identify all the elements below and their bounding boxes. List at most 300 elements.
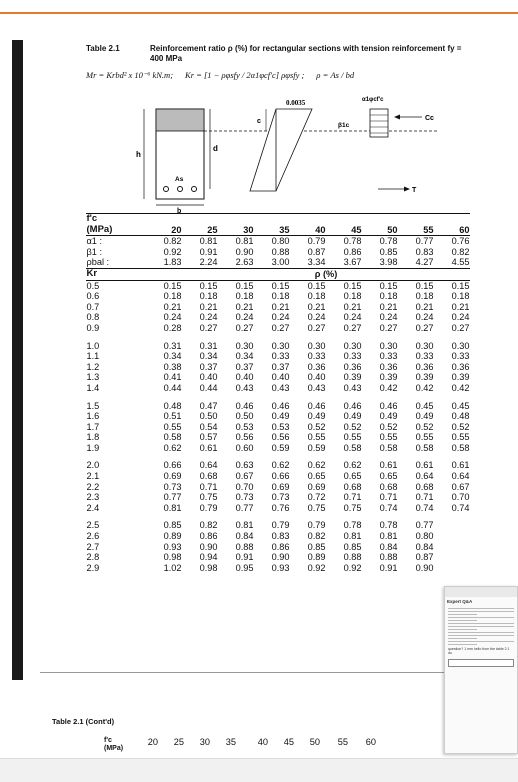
rho-cell: 0.24 [415,312,434,323]
rho-cell: 0.62 [307,460,326,471]
continued-col: 40 [257,737,268,747]
kr-cell: 1.9 [86,442,100,453]
continued-col: 30 [199,737,210,747]
rho-cell: 0.46 [307,400,326,411]
rho-cell: 0.77 [415,520,434,531]
table-caption: Reinforcement ratio ρ (%) for rectangular sections with tension reinforcement fy = 400 MPa [150,44,462,63]
rho-cell: 0.36 [415,361,434,372]
rho-cell: 0.15 [379,280,398,291]
rho-cell: 0.88 [235,541,254,552]
beta-row [86,247,470,258]
rho-cell: 0.81 [163,502,182,513]
table-row [86,432,470,443]
continued-col: 50 [309,737,320,747]
rho-cell [434,520,470,531]
rho-cell: 0.21 [199,301,218,312]
rho-cell: 0.30 [343,340,362,351]
table-row [86,341,470,352]
table-row [86,302,470,313]
rho-cell: 0.18 [451,291,470,302]
alpha-cell: 0.80 [254,236,290,247]
rho-cell: 0.47 [199,400,218,411]
col-header: 40 [315,224,326,235]
kr-cell: 0.5 [86,280,100,291]
rho-cell: 0.79 [271,520,290,531]
rho-cell: 0.88 [379,552,398,563]
rho-cell: 0.24 [271,312,290,323]
beta-cell: 0.86 [343,246,362,257]
rho-cell: 0.81 [235,520,254,531]
rhobal-label: ρbal : [86,257,110,268]
rho-cell: 0.37 [199,361,218,372]
label-c: c [257,118,261,125]
rho-cell: 0.68 [415,481,434,492]
rho-cell: 0.58 [163,432,182,443]
kr-cell: 2.7 [86,541,100,552]
kr-cell: 2.3 [86,492,100,503]
rho-cell: 0.39 [451,372,470,383]
rhobal-cell: 1.83 [163,257,182,268]
rho-cell: 0.39 [415,372,434,383]
continued-title: Table 2.1 (Cont'd) [52,717,115,726]
beta-cell: 0.85 [379,246,398,257]
rhobal-cell: 2.24 [199,257,218,268]
thumbnail-text-line [448,608,514,609]
rho-cell: 0.86 [271,541,290,552]
rho-cell: 0.28 [163,322,182,333]
thumbnail-text-line [448,623,514,624]
rho-cell [434,531,470,542]
rho-cell: 0.55 [415,432,434,443]
rho-cell: 0.48 [451,411,470,422]
beta-cell: 0.83 [415,246,434,257]
rho-cell: 0.55 [343,432,362,443]
rho-cell: 0.33 [271,351,290,362]
continued-fc [104,737,130,753]
rho-cell: 0.78 [379,520,398,531]
col-header: 25 [207,224,218,235]
rho-cell: 0.75 [307,502,326,513]
rho-cell: 0.56 [271,432,290,443]
group-gap [86,334,470,341]
table-header-row-fc [86,214,470,225]
table-row [86,460,470,471]
kr-cell: 2.2 [86,481,100,492]
rho-cell: 0.68 [343,481,362,492]
rho-cell: 0.24 [379,312,398,323]
thumbnail-title: Expert Q&A [447,599,473,604]
rho-cell: 0.27 [451,322,470,333]
rho-cell: 0.80 [415,531,434,542]
rho-cell: 0.49 [271,411,290,422]
rhobal-cell: 3.34 [307,257,326,268]
rho-label: ρ (%) [290,268,362,280]
kr-cell: 2.6 [86,531,100,542]
rho-cell: 0.65 [379,471,398,482]
rho-cell: 0.84 [379,541,398,552]
rho-cell: 0.56 [235,432,254,443]
rho-cell: 0.45 [451,400,470,411]
fc-header: f'c [86,214,146,225]
rho-cell: 0.50 [235,411,254,422]
rho-cell: 0.52 [451,421,470,432]
continued-col: 45 [283,737,294,747]
continued-col: 25 [173,737,184,747]
kr-cell: 1.7 [86,421,100,432]
rho-cell: 0.39 [343,372,362,383]
rho-cell: 0.65 [343,471,362,482]
col-header: 50 [387,224,398,235]
formula-kr: Kr = [1 − ρφsfy / 2α1φcf'c] ρφsfy ; [185,70,305,80]
group-gap [86,513,470,520]
rho-cell: 0.27 [343,322,362,333]
beta-cell: 0.88 [271,246,290,257]
rho-cell: 0.68 [199,471,218,482]
kr-cell: 2.9 [86,562,100,573]
rho-cell: 0.18 [271,291,290,302]
rho-cell: 0.82 [199,520,218,531]
rho-cell: 0.37 [235,361,254,372]
rho-cell: 0.89 [163,531,182,542]
rho-cell: 0.64 [451,471,470,482]
rho-cell [434,542,470,553]
kr-label: Kr [86,268,146,280]
rho-cell: 0.24 [451,312,470,323]
rho-cell: 0.42 [451,382,470,393]
rho-cell: 0.36 [379,361,398,372]
kr-cell: 2.5 [86,520,100,531]
rho-cell: 0.76 [271,502,290,513]
rho-cell: 0.31 [199,340,218,351]
table-row [86,411,470,422]
rho-cell: 0.64 [415,471,434,482]
textbook-page [86,44,470,573]
alpha-cell: 0.81 [218,236,254,247]
rho-cell: 0.86 [199,531,218,542]
rho-cell: 0.81 [379,531,398,542]
continued-header [104,737,376,753]
thumbnail-text-line [448,617,514,618]
cc-arrowhead [394,115,400,120]
rho-cell: 0.85 [343,541,362,552]
rho-cell: 0.15 [163,280,182,291]
thumbnail-text-line [448,626,514,627]
rho-cell: 0.46 [343,400,362,411]
rho-cell: 0.27 [271,322,290,333]
rho-cell: 0.93 [271,562,290,573]
rhobal-cell: 3.98 [379,257,398,268]
kr-cell: 1.2 [86,361,100,372]
rho-cell: 0.44 [199,382,218,393]
kr-cell: 0.8 [86,312,100,323]
rho-cell: 0.69 [163,471,182,482]
rho-cell: 0.73 [235,492,254,503]
continued-fc-label: f'c [104,737,112,744]
rho-cell: 0.50 [199,411,218,422]
rho-cell: 0.55 [451,432,470,443]
rho-cell: 0.61 [415,460,434,471]
rho-cell: 0.33 [379,351,398,362]
rho-cell: 0.57 [199,432,218,443]
rho-cell: 0.21 [343,301,362,312]
rho-cell: 0.30 [235,340,254,351]
rho-cell: 0.24 [343,312,362,323]
table-row [86,552,470,563]
beta-cell: 0.92 [163,246,182,257]
rho-cell: 0.42 [415,382,434,393]
kr-cell: 1.0 [86,340,100,351]
alpha-cell: 0.77 [398,236,434,247]
rho-cell: 0.65 [307,471,326,482]
thumbnail-text-line [448,620,477,621]
rho-cell: 0.61 [379,460,398,471]
kr-cell: 2.4 [86,502,100,513]
thumbnail-text-line [448,635,514,636]
rho-cell: 0.21 [271,301,290,312]
kr-cell: 0.6 [86,291,100,302]
rho-cell: 0.94 [199,552,218,563]
kr-cell: 1.5 [86,400,100,411]
rhobal-cell: 3.67 [343,257,362,268]
rho-cell: 0.63 [235,460,254,471]
rho-cell: 0.62 [271,460,290,471]
rho-cell: 0.40 [307,372,326,383]
continued-mpa-label: (MPa) [104,745,124,752]
kr-cell: 1.6 [86,411,100,422]
rho-cell: 0.88 [343,552,362,563]
table-row [86,383,470,394]
thumbnail-text-line [448,614,477,615]
rho-cell: 0.15 [199,280,218,291]
rho-cell: 0.59 [307,442,326,453]
kr-cell: 2.0 [86,460,100,471]
rebar-3 [192,187,197,192]
rho-cell: 0.40 [271,372,290,383]
rho-cell: 0.36 [451,361,470,372]
rho-cell: 0.46 [379,400,398,411]
rho-cell: 0.33 [415,351,434,362]
rho-cell: 0.30 [415,340,434,351]
rho-cell: 0.43 [343,382,362,393]
rebar-1 [164,187,169,192]
table-row [86,542,470,553]
reinforcement-table [86,213,470,573]
rho-cell: 0.73 [271,492,290,503]
rho-cell: 0.60 [235,442,254,453]
rho-cell: 0.49 [415,411,434,422]
rho-cell: 0.74 [379,502,398,513]
rho-cell: 0.21 [451,301,470,312]
rho-cell [434,552,470,563]
formula-row [86,70,470,81]
rho-cell: 0.40 [199,372,218,383]
rho-cell: 0.61 [199,442,218,453]
rho-cell: 0.84 [235,531,254,542]
table-row [86,482,470,493]
rho-cell: 0.36 [307,361,326,372]
rho-cell: 0.38 [163,361,182,372]
rho-cell: 0.98 [199,562,218,573]
rho-cell: 0.27 [379,322,398,333]
rho-cell: 0.24 [235,312,254,323]
rhobal-cell: 3.00 [271,257,290,268]
rho-cell: 0.30 [307,340,326,351]
rho-cell: 0.79 [307,520,326,531]
rhobal-cell: 2.63 [235,257,254,268]
rho-cell: 0.69 [307,481,326,492]
table-row [86,362,470,373]
thumbnail-text-line [448,632,514,633]
col-header: 55 [423,224,434,235]
rho-cell: 0.24 [163,312,182,323]
rho-cell: 0.82 [307,531,326,542]
label-t: T [412,187,417,194]
rho-cell: 0.62 [343,460,362,471]
thumbnail-text-line [448,611,514,612]
section-diagram-svg [86,85,470,213]
rho-cell: 0.71 [199,481,218,492]
label-d: d [213,144,218,153]
rho-cell: 0.18 [199,291,218,302]
rho-cell: 0.64 [199,460,218,471]
table-row [86,503,470,514]
rho-cell: 0.53 [235,421,254,432]
rho-cell: 0.39 [379,372,398,383]
rho-cell: 0.37 [271,361,290,372]
bottom-toolbar [0,758,518,782]
rho-cell: 0.18 [415,291,434,302]
rho-cell: 0.33 [451,351,470,362]
rho-cell: 0.90 [199,541,218,552]
mpa-header: (MPa) [86,223,113,235]
continued-col: 35 [225,737,236,747]
table-row [86,531,470,542]
col-header: 20 [171,224,182,235]
rho-cell: 0.24 [199,312,218,323]
rho-cell: 0.27 [235,322,254,333]
section-diagram [86,85,470,213]
thumbnail-text-line [448,644,477,645]
beta-cell: 0.87 [307,246,326,257]
rho-cell: 0.34 [163,351,182,362]
rho-cell: 0.27 [307,322,326,333]
rho-cell: 0.45 [415,400,434,411]
table-row [86,492,470,503]
label-strain: 0.0035 [286,99,306,107]
kr-cell: 1.4 [86,382,100,393]
rho-cell: 0.53 [271,421,290,432]
kr-header-row [86,268,470,280]
rho-cell: 0.81 [343,531,362,542]
label-as: As [175,176,184,183]
formula-rho: ρ = As / bd [316,70,355,80]
rho-cell: 0.49 [307,411,326,422]
book-spine-shadow [12,40,23,680]
rho-cell: 0.18 [163,291,182,302]
beta-cell: 0.90 [235,246,254,257]
rho-cell: 0.85 [307,541,326,552]
rho-cell: 0.75 [343,502,362,513]
rho-cell: 0.71 [415,492,434,503]
top-accent-bar [0,0,518,14]
rho-cell: 0.69 [271,481,290,492]
rho-cell: 0.55 [379,432,398,443]
rho-cell: 0.18 [307,291,326,302]
rho-cell: 0.42 [379,382,398,393]
rho-cell: 0.33 [343,351,362,362]
rho-cell: 0.49 [343,411,362,422]
rho-cell: 0.87 [415,552,434,563]
rho-cell: 0.72 [307,492,326,503]
rho-cell: 0.91 [379,562,398,573]
kr-cell: 1.1 [86,351,100,362]
rho-cell: 0.90 [271,552,290,563]
continued-col: 20 [147,737,158,747]
rho-cell: 0.58 [343,442,362,453]
rho-cell: 0.40 [235,372,254,383]
t-arrowhead [404,187,410,192]
rho-cell: 0.83 [271,531,290,542]
rho-cell: 0.34 [199,351,218,362]
kr-cell: 2.8 [86,552,100,563]
label-h: h [136,150,141,159]
table-body [86,280,470,573]
rho-cell: 0.15 [271,280,290,291]
rho-cell: 0.77 [163,492,182,503]
rho-cell: 0.46 [235,400,254,411]
rhobal-cell: 4.27 [415,257,434,268]
rho-cell [434,563,470,574]
rho-cell: 0.92 [307,562,326,573]
label-beta: β1c [338,122,350,129]
rho-cell: 0.71 [379,492,398,503]
rho-cell: 0.36 [343,361,362,372]
rho-cell: 0.41 [163,372,182,383]
thumbnail-answer-input[interactable] [448,659,514,667]
table-row [86,291,470,302]
rho-cell: 0.70 [235,481,254,492]
col-header: 30 [243,224,254,235]
thumbnail-text-line [448,629,477,630]
rho-cell: 0.78 [343,520,362,531]
rho-cell: 0.58 [415,442,434,453]
kr-cell: 2.1 [86,471,100,482]
rho-cell: 0.68 [379,481,398,492]
rho-cell: 0.59 [271,442,290,453]
beta-cell: 0.91 [199,246,218,257]
rho-cell: 0.21 [379,301,398,312]
thumbnail-text-line [448,641,514,642]
table-row [86,351,470,362]
compression-zone [156,109,204,131]
kr-cell: 1.8 [86,432,100,443]
rho-cell: 0.89 [307,552,326,563]
rho-cell: 0.43 [307,382,326,393]
rho-cell: 0.21 [415,301,434,312]
rho-cell: 0.27 [415,322,434,333]
continued-col: 60 [365,737,376,747]
rhobal-cell: 4.55 [451,257,470,268]
expert-qa-thumbnail[interactable] [444,586,518,754]
rebar-2 [178,187,183,192]
rho-cell: 1.02 [163,562,182,573]
group-gap [86,394,470,401]
rho-cell: 0.24 [307,312,326,323]
rho-cell: 0.43 [235,382,254,393]
rho-cell: 0.21 [163,301,182,312]
rho-cell: 0.74 [451,502,470,513]
rhobal-row [86,257,470,268]
